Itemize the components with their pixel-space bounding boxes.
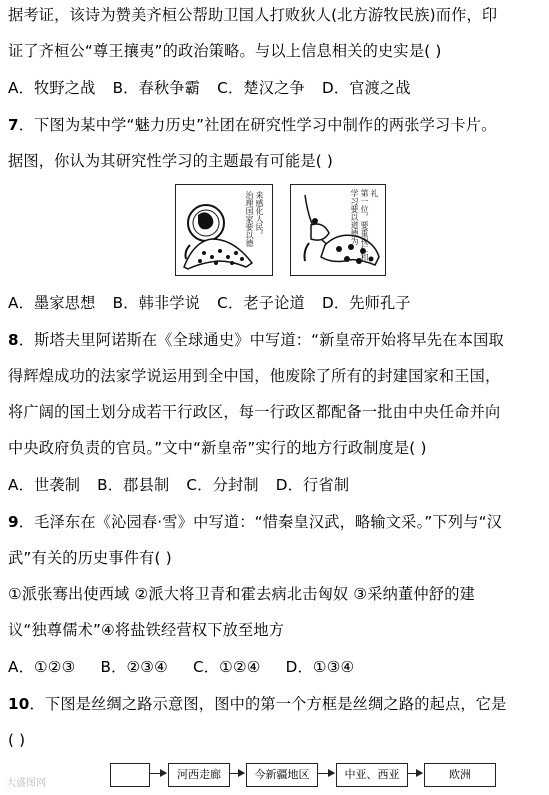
watermark: 大盛图网 (6, 778, 46, 789)
q9-option-c[interactable]: C．①②④ (192, 658, 261, 676)
q8-stem-line2: 得辉煌成功的法家学说运用到全中国，他废除了所有的封建国家和王国， (8, 367, 501, 385)
silk-road-hexi-corridor-box: 河西走廊 (168, 763, 230, 787)
q6-options (8, 77, 411, 99)
q6-stem-line1: 据考证，该诗为赞美齐桓公帮助卫国人打败狄人(北方游牧民族)而作，印 (8, 6, 498, 24)
q10-stem-line2: ( ) (8, 731, 26, 749)
q8-option-a[interactable]: A．世袭制 (8, 476, 81, 494)
q9-stem-text: ．毛泽东在《沁园春·雪》中写道：“惜秦皇汉武，略输文采。”下列与“汉 (18, 513, 503, 531)
q7-option-a[interactable]: A．墨家思想 (8, 294, 96, 312)
q7-option-b[interactable]: B．韩非学说 (112, 294, 201, 312)
q8-stem-line1 (8, 329, 504, 351)
q7-stem-line1 (8, 114, 497, 136)
q6-option-c[interactable]: C．楚汉之争 (217, 79, 305, 97)
silk-road-xinjiang-box: 今新疆地区 (246, 763, 318, 787)
q8-option-b[interactable]: B．郡县制 (97, 476, 170, 494)
q7-stem-line2: 据图，你认为其研究性学习的主题最有可能是( ) (8, 152, 334, 170)
q6-option-b[interactable]: B．春秋争霸 (112, 79, 201, 97)
scholars-figure-illustration (291, 185, 385, 275)
q8-stem-line3: 将广阔的国土划分成若干行政区，每一行政区都配备一批由中央任命并向 (8, 403, 501, 421)
q8-option-d[interactable]: D．行省制 (275, 476, 350, 494)
q7-option-d[interactable]: D．先师孔子 (321, 294, 411, 312)
q7-card-1-caption-col2: 来感化人民。 (255, 191, 264, 239)
arrow-icon (318, 773, 334, 774)
q7-stem-text: ．下图为某中学“魅力历史”社团在研究性学习中制作的两张学习卡片。 (18, 116, 497, 134)
q7-card-2 (290, 184, 386, 276)
q9-option-a[interactable]: A．①②③ (8, 658, 76, 676)
q8-stem-line4: 中央政府负责的官员。”文中“新皇帝”实行的地方行政制度是( ) (8, 439, 427, 457)
q8-option-c[interactable]: C．分封制 (186, 476, 259, 494)
q7-card-1 (175, 184, 273, 276)
q7-card-1-caption-col1: 治理国家要以德 (245, 191, 254, 247)
q6-stem-line2: 证了齐桓公“尊王攘夷”的政治策略。与以上信息相关的史实是( ) (8, 42, 442, 60)
q6-option-d[interactable]: D．官渡之战 (321, 79, 411, 97)
q9-stem-line3: ①派张骞出使西域 ②派大将卫青和霍去病北击匈奴 ③采纳董仲舒的建 (8, 585, 475, 603)
q8-number: 8 (8, 331, 19, 349)
q9-option-d[interactable]: D．①③④ (285, 658, 355, 676)
q7-card-2-caption-col2: 第一位，要重视仁和 (360, 189, 369, 261)
arrow-icon (150, 773, 166, 774)
q7-card-2-caption-col1: 学习要以道德为 (350, 189, 359, 245)
q9-stem-line1 (8, 511, 502, 533)
q8-stem-text: ．斯塔夫里阿诺斯在《全球通史》中写道：“新皇帝开始将早先在本国取 (18, 331, 504, 349)
q10-stem-line1 (8, 693, 507, 715)
silk-road-diagram (110, 759, 530, 789)
q9-stem-line4: 议“独尊儒术”④将盐铁经营权下放至地方 (8, 621, 285, 639)
arrow-icon (230, 773, 244, 774)
silk-road-europe-box: 欧洲 (424, 763, 496, 787)
arrow-icon (408, 773, 422, 774)
q8-options (8, 474, 349, 496)
q7-options (8, 292, 411, 314)
silk-road-start-box (110, 763, 150, 787)
q10-number: 10 (8, 695, 30, 713)
q9-stem-line2: 武”有关的历史事件有( ) (8, 549, 172, 567)
q7-option-c[interactable]: C．老子论道 (217, 294, 305, 312)
q9-option-b[interactable]: B．②③④ (100, 658, 168, 676)
q9-options (8, 656, 354, 678)
q7-card-2-caption-col3: 礼 (370, 189, 379, 197)
q9-number: 9 (8, 513, 19, 531)
silk-road-central-west-asia-box: 中亚、西亚 (336, 763, 408, 787)
q7-number: 7 (8, 116, 19, 134)
q6-option-a[interactable]: A．牧野之战 (8, 79, 96, 97)
q10-stem-text: ．下图是丝绸之路示意图，图中的第一个方框是丝绸之路的起点，它是 (29, 695, 507, 713)
